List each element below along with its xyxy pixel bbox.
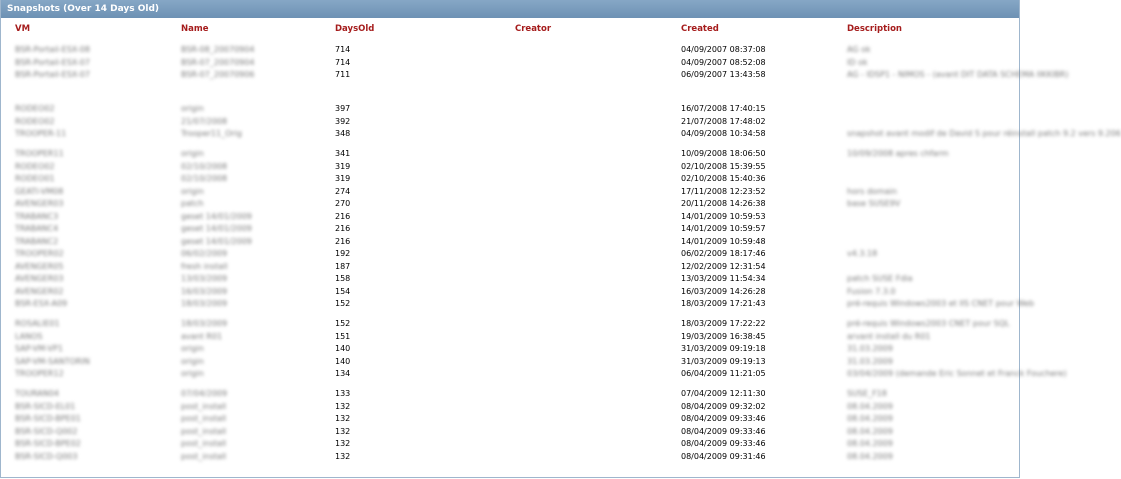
cell-name: geset 14/01/2009 (181, 211, 252, 221)
cell-created: 04/09/2007 08:37:08 (681, 45, 766, 54)
cell-created: 07/04/2009 12:11:30 (681, 389, 766, 398)
cell-name: Trooper11_Orig (181, 129, 242, 138)
cell-creator (515, 173, 681, 186)
cell-creator (515, 69, 681, 89)
table-row (15, 57, 1015, 70)
cell-created: 08/04/2009 09:33:46 (681, 414, 766, 423)
table-row (15, 426, 1015, 439)
table-row (15, 388, 1015, 401)
cell-name: 02/10/2008 (181, 161, 228, 171)
cell-created: 02/10/2008 15:40:36 (681, 174, 766, 183)
cell-name: post_install (181, 401, 227, 411)
table-row (15, 248, 1015, 261)
cell-daysold: 132 (335, 414, 351, 423)
row-spacer-cell (15, 89, 1015, 103)
cell-vm: TOURAN04 (15, 389, 59, 398)
table-row (15, 438, 1015, 451)
table-row (15, 128, 1015, 148)
cell-creator (515, 401, 681, 414)
table-row (15, 173, 1015, 186)
cell-vm: TROOPER12 (15, 369, 64, 378)
cell-name: post_install (181, 451, 227, 461)
table-row (15, 186, 1015, 199)
cell-name: 21/07/2008 (181, 116, 228, 126)
cell-name: BSR-07_20070904 (181, 57, 255, 67)
cell-daysold: 134 (335, 369, 351, 378)
cell-vm: TRABANC3 (15, 211, 59, 221)
table-row (15, 298, 1015, 318)
cell-created: 18/03/2009 17:22:22 (681, 319, 766, 328)
cell-name: avant R01 (181, 331, 223, 341)
table-row (15, 148, 1015, 161)
cell-description: 08.04.2009 (847, 451, 893, 461)
cell-description: 08.04.2009 (847, 439, 893, 448)
table-row (15, 401, 1015, 414)
cell-daysold: 154 (335, 286, 351, 296)
cell-name: 18/03/2009 (181, 299, 228, 308)
cell-vm: BSR-Portail-ESX-07 (15, 57, 90, 67)
cell-vm: ROSALIE01 (15, 319, 60, 328)
cell-creator (515, 368, 681, 388)
cell-creator (515, 44, 681, 57)
table-row (15, 44, 1015, 57)
cell-name: post_install (181, 439, 227, 448)
cell-vm: TROOPER02 (15, 249, 64, 258)
cell-description: ID ok (847, 57, 868, 67)
cell-vm: GEATI-VM08 (15, 186, 64, 196)
cell-name: fresh install (181, 261, 228, 271)
cell-daysold: 319 (335, 161, 351, 171)
cell-daysold: 152 (335, 299, 351, 308)
cell-name: origin (181, 356, 204, 366)
cell-description: hors domain (847, 186, 897, 196)
column-header-daysold[interactable]: DaysOld (335, 24, 375, 34)
table-row (15, 211, 1015, 224)
table-row (15, 261, 1015, 274)
table-row (15, 368, 1015, 388)
cell-name: origin (181, 149, 204, 158)
cell-name: post_install (181, 414, 227, 423)
cell-created: 10/09/2008 18:06:50 (681, 149, 766, 158)
cell-daysold: 216 (335, 224, 351, 233)
cell-created: 06/04/2009 11:21:05 (681, 369, 766, 378)
table-row (15, 343, 1015, 356)
cell-vm: SAP-VM-VP1 (15, 344, 63, 353)
cell-daysold: 392 (335, 116, 351, 126)
cell-daysold: 711 (335, 70, 351, 79)
cell-vm: AVENGER05 (15, 261, 64, 271)
cell-creator (515, 116, 681, 129)
cell-description: SUSE_F18 (847, 389, 887, 398)
cell-vm: RODEO02 (15, 161, 55, 171)
table-row (15, 198, 1015, 211)
table-row (15, 413, 1015, 426)
cell-creator (515, 223, 681, 236)
cell-vm: RODEO01 (15, 174, 55, 183)
cell-creator (515, 356, 681, 369)
cell-description: 10/09/2008 apres chfarm (847, 149, 949, 158)
cell-created: 12/02/2009 12:31:54 (681, 261, 766, 271)
cell-vm: SAP-VM-SANTORIN (15, 356, 90, 366)
cell-description (847, 103, 1015, 116)
cell-description: base SUSE9V (847, 199, 901, 208)
table-row (15, 451, 1015, 464)
cell-creator (515, 186, 681, 199)
cell-daysold: 132 (335, 401, 351, 411)
cell-description: 08.04.2009 (847, 426, 893, 436)
cell-name: origin (181, 369, 204, 378)
cell-creator (515, 331, 681, 344)
cell-creator (515, 438, 681, 451)
cell-daysold: 187 (335, 261, 351, 271)
cell-description: arvant install du R01 (847, 331, 931, 341)
cell-daysold: 216 (335, 211, 351, 221)
cell-creator (515, 273, 681, 286)
cell-description: Fusion 7.3.0 (847, 286, 896, 296)
cell-daysold: 714 (335, 45, 351, 54)
cell-name: BSR-07_20070906 (181, 70, 255, 79)
cell-description (847, 236, 1015, 249)
cell-daysold: 158 (335, 274, 351, 283)
cell-daysold: 132 (335, 439, 351, 448)
cell-name: 13/03/2009 (181, 274, 228, 283)
cell-creator (515, 161, 681, 174)
cell-daysold: 151 (335, 331, 351, 341)
cell-name: 06/02/2009 (181, 249, 228, 258)
cell-vm: TROOPER11 (15, 149, 64, 158)
cell-description: 03/04/2009 (demande Eric Sonnet et Franck Fouchere) (847, 369, 1067, 378)
cell-name: 02/10/2008 (181, 174, 228, 183)
table-row (15, 286, 1015, 299)
cell-created: 14/01/2009 10:59:53 (681, 211, 766, 221)
cell-name: origin (181, 344, 204, 353)
cell-created: 06/02/2009 18:17:46 (681, 249, 766, 258)
cell-description: 31.03.2009 (847, 344, 893, 353)
cell-creator (515, 236, 681, 249)
cell-name: origin (181, 186, 204, 196)
cell-description (847, 261, 1015, 274)
cell-creator (515, 148, 681, 161)
cell-name: geset 14/01/2009 (181, 236, 252, 246)
cell-created: 08/04/2009 09:33:46 (681, 439, 766, 448)
column-header-name[interactable]: Name (181, 24, 209, 34)
cell-daysold: 152 (335, 319, 351, 328)
cell-creator (515, 298, 681, 318)
cell-creator (515, 57, 681, 70)
cell-daysold: 348 (335, 129, 351, 138)
cell-description (847, 223, 1015, 236)
cell-daysold: 140 (335, 344, 351, 353)
cell-description: pré-requis Windows2003 CNET pour SQL (847, 319, 1010, 328)
cell-description: 08.04.2009 (847, 401, 893, 411)
cell-created: 21/07/2008 17:48:02 (681, 116, 766, 126)
cell-name: 16/03/2009 (181, 286, 228, 296)
cell-daysold: 132 (335, 426, 351, 436)
cell-created: 06/09/2007 13:43:58 (681, 70, 766, 79)
snapshots-table-body (15, 44, 1121, 463)
cell-daysold: 216 (335, 236, 351, 246)
table-row (15, 273, 1015, 286)
cell-daysold: 133 (335, 389, 351, 398)
column-header-description[interactable]: Description (847, 24, 902, 34)
cell-vm: BSR-SICD-Q002 (15, 426, 78, 436)
cell-creator (515, 248, 681, 261)
cell-created: 17/11/2008 12:23:52 (681, 186, 766, 196)
cell-daysold: 270 (335, 199, 351, 208)
cell-vm: TRABANC4 (15, 224, 59, 233)
cell-creator (515, 343, 681, 356)
cell-daysold: 132 (335, 451, 351, 461)
cell-daysold: 397 (335, 104, 351, 113)
cell-daysold: 274 (335, 186, 351, 196)
cell-daysold: 714 (335, 57, 351, 67)
cell-description: 31.03.2009 (847, 356, 893, 366)
cell-vm: TRABANC2 (15, 236, 59, 246)
cell-created: 08/04/2009 09:31:46 (681, 451, 766, 461)
cell-daysold: 140 (335, 356, 351, 366)
cell-vm: TROOPER-11 (15, 129, 67, 138)
cell-vm: BSR-SICD-Q003 (15, 451, 78, 461)
cell-vm: AVENGER02 (15, 286, 64, 296)
cell-creator (515, 426, 681, 439)
column-header-vm[interactable]: VM (15, 24, 31, 34)
cell-description: patch SUSE Fdia (847, 274, 913, 283)
cell-creator (515, 388, 681, 401)
cell-description: AG ok (847, 45, 871, 54)
cell-creator (515, 286, 681, 299)
cell-creator (515, 128, 681, 148)
cell-created: 08/04/2009 09:33:46 (681, 426, 766, 436)
cell-created: 18/03/2009 17:21:43 (681, 299, 766, 308)
cell-creator (515, 211, 681, 224)
cell-created: 20/11/2008 14:26:38 (681, 199, 766, 208)
cell-name: patch (181, 199, 204, 208)
cell-creator (515, 261, 681, 274)
cell-vm: AVENGER03 (15, 199, 64, 208)
cell-name: 07/04/2009 (181, 389, 228, 398)
cell-creator (515, 318, 681, 331)
cell-vm: BSR-SICD-BPE01 (15, 414, 81, 423)
cell-vm: BSR-SICD-BPE02 (15, 439, 81, 448)
table-row (15, 223, 1015, 236)
cell-vm: LANOS (15, 331, 43, 341)
table-row (15, 356, 1015, 369)
cell-description: snapshot avant modif de David S pour réinstall patch 9.2 vers 9.206 (847, 129, 1121, 138)
cell-description (847, 116, 1015, 129)
cell-name: origin (181, 104, 204, 113)
cell-created: 31/03/2009 09:19:13 (681, 356, 766, 366)
cell-created: 31/03/2009 09:19:18 (681, 344, 766, 353)
cell-created: 16/03/2009 14:26:28 (681, 286, 766, 296)
cell-daysold: 192 (335, 249, 351, 258)
cell-creator (515, 103, 681, 116)
cell-description (847, 211, 1015, 224)
cell-vm: BSR-SICD-EL01 (15, 401, 76, 411)
cell-vm: BSR-Portail-ESX-08 (15, 45, 90, 54)
cell-name: geset 14/01/2009 (181, 224, 252, 233)
cell-created: 14/01/2009 10:59:57 (681, 224, 766, 233)
cell-description: pré-requis Windows2003 et IIS CNET pour Web (847, 299, 1035, 308)
cell-description (847, 161, 1015, 174)
table-row (15, 103, 1015, 116)
column-header-created[interactable]: Created (681, 24, 719, 34)
cell-description: 08.04.2009 (847, 414, 893, 423)
cell-name: post_install (181, 426, 227, 436)
cell-vm: AVENGER03 (15, 274, 64, 283)
cell-created: 04/09/2007 08:52:08 (681, 57, 766, 67)
cell-description: v4.3.18 (847, 249, 878, 258)
panel-title: Snapshots (Over 14 Days Old) (1, 0, 1019, 18)
cell-description (847, 173, 1015, 186)
cell-daysold: 319 (335, 174, 351, 183)
table-row (15, 69, 1015, 89)
snapshots-table (15, 18, 1121, 463)
cell-creator (515, 413, 681, 426)
table-row (15, 236, 1015, 249)
cell-created: 13/03/2009 11:54:34 (681, 274, 766, 283)
column-header-creator[interactable]: Creator (515, 24, 552, 34)
cell-created: 02/10/2008 15:39:55 (681, 161, 766, 171)
cell-creator (515, 451, 681, 464)
table-header-row (15, 18, 1015, 44)
cell-vm: RODEO02 (15, 116, 55, 126)
table-row (15, 116, 1015, 129)
cell-creator (515, 198, 681, 211)
cell-vm: BSR-ESX-A09 (15, 299, 68, 308)
cell-created: 16/07/2008 17:40:15 (681, 104, 766, 113)
cell-created: 14/01/2009 10:59:48 (681, 236, 766, 246)
row-spacer (15, 89, 1015, 103)
cell-description: AG - IDSP1 - NIMOS - (avant DIT DATA SCHEMA IIKKIBR) (847, 70, 1069, 79)
table-row (15, 331, 1015, 344)
cell-vm: BSR-Portail-ESX-07 (15, 70, 90, 79)
cell-daysold: 341 (335, 149, 351, 158)
cell-name: BSR-08_20070904 (181, 45, 255, 54)
cell-created: 04/09/2008 10:34:58 (681, 129, 766, 138)
table-row (15, 161, 1015, 174)
cell-created: 08/04/2009 09:32:02 (681, 401, 766, 411)
table-row (15, 318, 1015, 331)
cell-name: 18/03/2009 (181, 319, 228, 328)
cell-vm: RODEO02 (15, 104, 55, 113)
cell-created: 19/03/2009 16:38:45 (681, 331, 766, 341)
